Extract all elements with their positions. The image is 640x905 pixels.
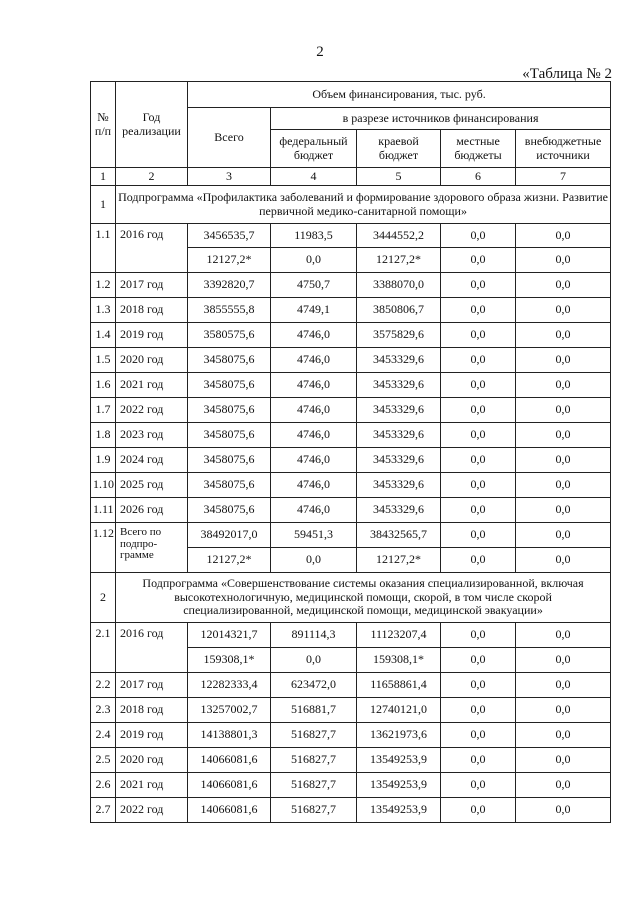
table-row [91,523,611,548]
cell-federal: 516827,7 [271,723,357,748]
row-number: 2.1 [91,623,116,673]
cell-total: 14066081,6 [188,773,271,798]
column-numbers-row [91,168,611,186]
cell-regional: 3453329,6 [357,473,441,498]
row-number: 1.9 [91,448,116,473]
header-offbudget: внебюджетные источники [516,130,611,168]
table-row [91,673,611,698]
row-number: 1.11 [91,498,116,523]
cell-offbudget: 0,0 [516,673,611,698]
table-row [91,773,611,798]
row-number: 1.12 [91,523,116,573]
cell-offbudget: 0,0 [516,323,611,348]
header-year: Год реализации [116,82,188,168]
cell-offbudget: 0,0 [516,473,611,498]
cell-total: 3458075,6 [188,448,271,473]
row-year: 2020 год [116,748,188,773]
row-number: 2.4 [91,723,116,748]
row-year: 2016 год [116,224,188,273]
row-year: 2017 год [116,273,188,298]
cell-federal: 59451,3 [271,523,357,548]
cell-total: 3458075,6 [188,423,271,448]
row-year: 2023 год [116,423,188,448]
cell-local: 0,0 [441,498,516,523]
column-number: 6 [441,168,516,186]
cell-offbudget: 0,0 [516,298,611,323]
cell-regional: 3453329,6 [357,423,441,448]
table-row [91,623,611,648]
cell-offbudget: 0,0 [516,224,611,248]
cell-local: 0,0 [441,298,516,323]
cell-local: 0,0 [441,248,516,273]
financing-table [90,81,611,823]
subprogram-title: Подпрограмма «Совершенствование системы оказания специализированной, включая высокотехнологичную, медицинской помощи, скорой, в том числе скорой специализированной, медицинской помощи, медицинской эвакуации» [116,573,611,623]
cell-local: 0,0 [441,224,516,248]
cell-total: 3458075,6 [188,348,271,373]
cell-federal: 516827,7 [271,798,357,823]
cell-local: 0,0 [441,748,516,773]
cell-local: 0,0 [441,373,516,398]
cell-total: 3855555,8 [188,298,271,323]
page-number: 2 [316,44,324,60]
cell-offbudget: 0,0 [516,698,611,723]
row-number: 1.8 [91,423,116,448]
table-row [91,798,611,823]
table-row [91,373,611,398]
cell-total: 13257002,7 [188,698,271,723]
cell-regional: 3453329,6 [357,498,441,523]
row-year: 2019 год [116,323,188,348]
table-row [91,748,611,773]
cell-offbudget: 0,0 [516,648,611,673]
cell-federal: 4746,0 [271,448,357,473]
cell-federal: 4749,1 [271,298,357,323]
table-row [91,224,611,248]
cell-local: 0,0 [441,798,516,823]
cell-offbudget: 0,0 [516,373,611,398]
cell-local: 0,0 [441,623,516,648]
cell-total: 12282333,4 [188,673,271,698]
cell-regional: 3453329,6 [357,348,441,373]
cell-offbudget: 0,0 [516,448,611,473]
cell-regional: 12127,2* [357,248,441,273]
cell-total: 3458075,6 [188,473,271,498]
cell-local: 0,0 [441,698,516,723]
table-label: «Таблица № 2 [522,66,612,82]
table-row [91,723,611,748]
cell-offbudget: 0,0 [516,248,611,273]
cell-offbudget: 0,0 [516,798,611,823]
row-year: 2017 год [116,673,188,698]
cell-federal: 623472,0 [271,673,357,698]
row-year: 2018 год [116,298,188,323]
cell-total: 3392820,7 [188,273,271,298]
cell-federal: 4746,0 [271,423,357,448]
column-number: 1 [91,168,116,186]
row-year: Всего по подпро- грамме [116,523,188,573]
row-number: 1.4 [91,323,116,348]
cell-total: 159308,1* [188,648,271,673]
cell-regional: 13549253,9 [357,748,441,773]
row-year: 2021 год [116,773,188,798]
cell-total: 3458075,6 [188,373,271,398]
row-year: 2022 год [116,398,188,423]
row-year: 2020 год [116,348,188,373]
row-number: 2.7 [91,798,116,823]
cell-federal: 4750,7 [271,273,357,298]
cell-federal: 4746,0 [271,373,357,398]
row-number: 1.3 [91,298,116,323]
table-row [91,698,611,723]
cell-total: 12127,2* [188,548,271,573]
row-year: 2025 год [116,473,188,498]
cell-regional: 11123207,4 [357,623,441,648]
table-row [91,323,611,348]
cell-local: 0,0 [441,723,516,748]
row-number: 1.5 [91,348,116,373]
cell-offbudget: 0,0 [516,348,611,373]
cell-local: 0,0 [441,448,516,473]
cell-local: 0,0 [441,473,516,498]
cell-federal: 4746,0 [271,348,357,373]
subprogram-number: 2 [91,573,116,623]
header-funding: Объем финансирования, тыс. руб. [188,82,611,108]
cell-local: 0,0 [441,673,516,698]
cell-regional: 3444552,2 [357,224,441,248]
cell-federal: 0,0 [271,548,357,573]
cell-total: 3458075,6 [188,398,271,423]
row-number: 2.3 [91,698,116,723]
row-year: 2016 год [116,623,188,673]
cell-local: 0,0 [441,348,516,373]
table-row [91,298,611,323]
row-number: 1.1 [91,224,116,273]
column-number: 5 [357,168,441,186]
table-row [91,398,611,423]
header-num: № п/п [91,82,116,168]
cell-local: 0,0 [441,548,516,573]
cell-local: 0,0 [441,398,516,423]
column-number: 4 [271,168,357,186]
column-number: 3 [188,168,271,186]
header-by-sources: в разрезе источников финансирования [271,108,611,130]
row-number: 1.2 [91,273,116,298]
row-number: 1.10 [91,473,116,498]
cell-regional: 12127,2* [357,548,441,573]
cell-total: 12127,2* [188,248,271,273]
table-row [91,498,611,523]
cell-offbudget: 0,0 [516,398,611,423]
cell-local: 0,0 [441,523,516,548]
cell-offbudget: 0,0 [516,623,611,648]
cell-total: 14066081,6 [188,748,271,773]
cell-regional: 3453329,6 [357,373,441,398]
row-number: 1.6 [91,373,116,398]
table-row [91,348,611,373]
cell-federal: 516827,7 [271,748,357,773]
cell-regional: 3850806,7 [357,298,441,323]
subprogram-row [91,186,611,224]
column-number: 2 [116,168,188,186]
cell-federal: 11983,5 [271,224,357,248]
column-number: 7 [516,168,611,186]
cell-regional: 3453329,6 [357,448,441,473]
cell-total: 14066081,6 [188,798,271,823]
cell-federal: 4746,0 [271,398,357,423]
cell-offbudget: 0,0 [516,748,611,773]
cell-regional: 38432565,7 [357,523,441,548]
header-federal: федеральный бюджет [271,130,357,168]
row-year: 2019 год [116,723,188,748]
header-local: местные бюджеты [441,130,516,168]
cell-total: 3458075,6 [188,498,271,523]
cell-federal: 4746,0 [271,473,357,498]
cell-regional: 13621973,6 [357,723,441,748]
subprogram-number: 1 [91,186,116,224]
cell-local: 0,0 [441,773,516,798]
cell-federal: 0,0 [271,248,357,273]
cell-federal: 4746,0 [271,498,357,523]
cell-regional: 159308,1* [357,648,441,673]
row-number: 2.6 [91,773,116,798]
cell-local: 0,0 [441,323,516,348]
row-year: 2026 год [116,498,188,523]
table-row [91,448,611,473]
cell-regional: 12740121,0 [357,698,441,723]
row-year: 2022 год [116,798,188,823]
row-year: 2021 год [116,373,188,398]
cell-federal: 516827,7 [271,773,357,798]
row-year: 2018 год [116,698,188,723]
row-number: 2.5 [91,748,116,773]
cell-total: 38492017,0 [188,523,271,548]
cell-offbudget: 0,0 [516,773,611,798]
cell-local: 0,0 [441,273,516,298]
cell-regional: 11658861,4 [357,673,441,698]
cell-federal: 0,0 [271,648,357,673]
row-number: 2.2 [91,673,116,698]
row-year: 2024 год [116,448,188,473]
cell-regional: 3453329,6 [357,398,441,423]
cell-offbudget: 0,0 [516,523,611,548]
header-regional: краевой бюджет [357,130,441,168]
cell-total: 12014321,7 [188,623,271,648]
header-total: Всего [188,108,271,168]
cell-offbudget: 0,0 [516,498,611,523]
cell-federal: 891114,3 [271,623,357,648]
subprogram-row [91,573,611,623]
cell-offbudget: 0,0 [516,423,611,448]
table-row [91,423,611,448]
cell-total: 3456535,7 [188,224,271,248]
table-row [91,473,611,498]
subprogram-title: Подпрограмма «Профилактика заболеваний и формирование здорового образа жизни. Развитие первичной медико-санитарной помощи» [116,186,611,224]
row-number: 1.7 [91,398,116,423]
cell-federal: 516881,7 [271,698,357,723]
cell-offbudget: 0,0 [516,548,611,573]
cell-local: 0,0 [441,423,516,448]
cell-local: 0,0 [441,648,516,673]
cell-regional: 3575829,6 [357,323,441,348]
cell-federal: 4746,0 [271,323,357,348]
cell-total: 3580575,6 [188,323,271,348]
table-row [91,273,611,298]
cell-regional: 3388070,0 [357,273,441,298]
cell-offbudget: 0,0 [516,273,611,298]
cell-regional: 13549253,9 [357,773,441,798]
cell-regional: 13549253,9 [357,798,441,823]
cell-offbudget: 0,0 [516,723,611,748]
cell-total: 14138801,3 [188,723,271,748]
